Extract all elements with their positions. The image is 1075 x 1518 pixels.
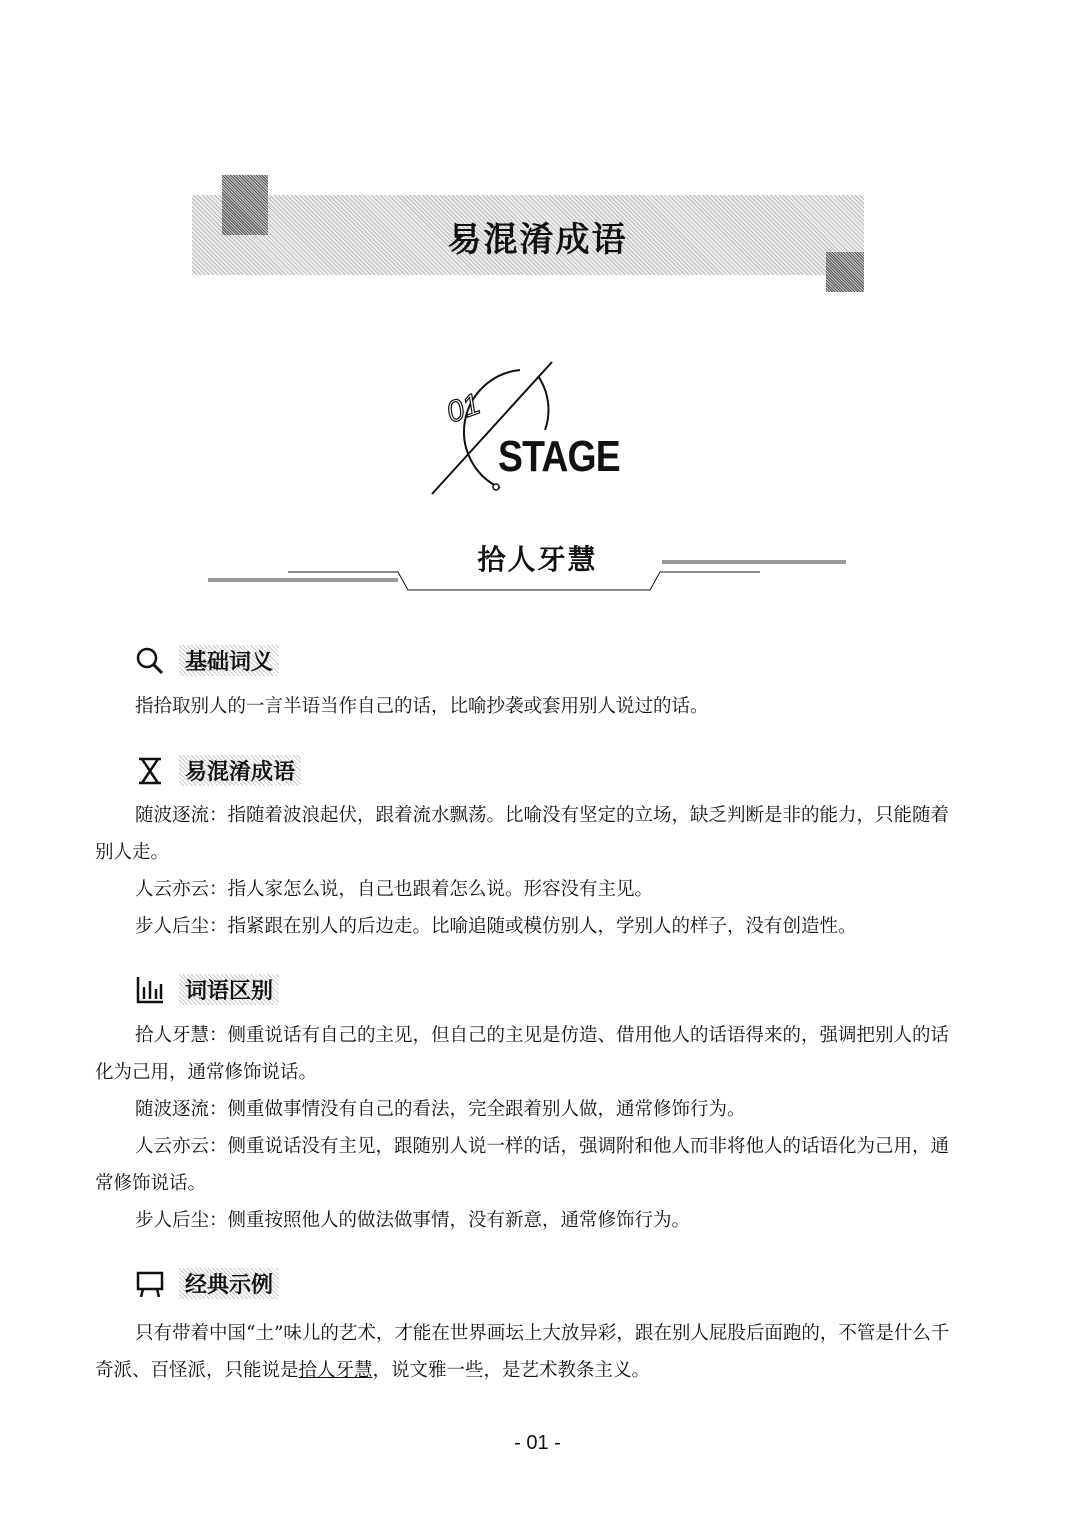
section-body — [95, 797, 955, 945]
section-body — [95, 688, 955, 725]
paragraph: 步人后尘：侧重按照他人的做法做事情，没有新意，通常修饰行为。 — [135, 1210, 691, 1231]
section-heading-classic-example — [135, 1268, 279, 1299]
section-heading-confusable-idioms — [135, 755, 301, 786]
paragraph: 拾人牙慧：侧重说话有自己的主见，但自己的主见是仿造、借用他人的话语得来的，强调把别人的话化为己用，通常修饰说话。 — [95, 1025, 950, 1083]
stage-label: STAGE — [498, 432, 620, 481]
section-heading-label: 易混淆成语 — [179, 755, 301, 786]
paragraph: 随波逐流：侧重做事情没有自己的看法，完全跟着别人做，通常修饰行为。 — [135, 1099, 746, 1120]
paragraph: 人云亦云：侧重说话没有主见，跟随别人说一样的话，强调附和他人而非将他人的话语化为己用，通常修饰说话。 — [95, 1136, 950, 1194]
section-body — [95, 1315, 955, 1389]
presentation-board-icon — [135, 1269, 165, 1299]
section-body — [95, 1017, 955, 1239]
example-text: ，说文雅一些，是艺术教条主义。 — [372, 1360, 651, 1381]
section-heading-word-difference — [135, 974, 279, 1005]
paragraph: 指拾取别人的一言半语当作自己的话，比喻抄袭或套用别人说过的话。 — [135, 696, 709, 717]
example-text: 只有带着中国“土”味儿的艺术，才能在世界画坛上大放异彩，跟在别人屁股后面跑的，不管是什么千奇派、百怪派，只能说是 — [95, 1323, 950, 1381]
section-heading-label: 词语区别 — [179, 974, 279, 1005]
hourglass-icon — [135, 756, 165, 786]
section-heading-label: 基础词义 — [179, 645, 279, 676]
section-heading-label: 经典示例 — [179, 1268, 279, 1299]
paragraph: 随波逐流：指随着波浪起伏，跟着流水飘荡。比喻没有坚定的立场，缺乏判断是非的能力，只能随着别人走。 — [95, 805, 950, 863]
page-number: - 01 - — [514, 1432, 561, 1454]
paragraph: 步人后尘：指紧跟在别人的后边走。比喻追随或模仿别人，学别人的样子，没有创造性。 — [135, 916, 857, 937]
paragraph: 人云亦云：指人家怎么说，自己也跟着怎么说。形容没有主见。 — [135, 879, 654, 900]
example-paragraph — [95, 1315, 955, 1389]
example-highlight: 拾人牙慧 — [298, 1360, 373, 1381]
title-underline-decoration — [200, 548, 860, 598]
magnifier-icon — [135, 646, 165, 676]
chapter-title: 易混淆成语 — [447, 220, 628, 260]
bar-chart-icon — [135, 975, 165, 1005]
section-heading-basic-meaning — [135, 645, 279, 676]
stage-number: 01 — [442, 387, 485, 430]
idiom-title: 拾人牙慧 — [477, 543, 598, 576]
